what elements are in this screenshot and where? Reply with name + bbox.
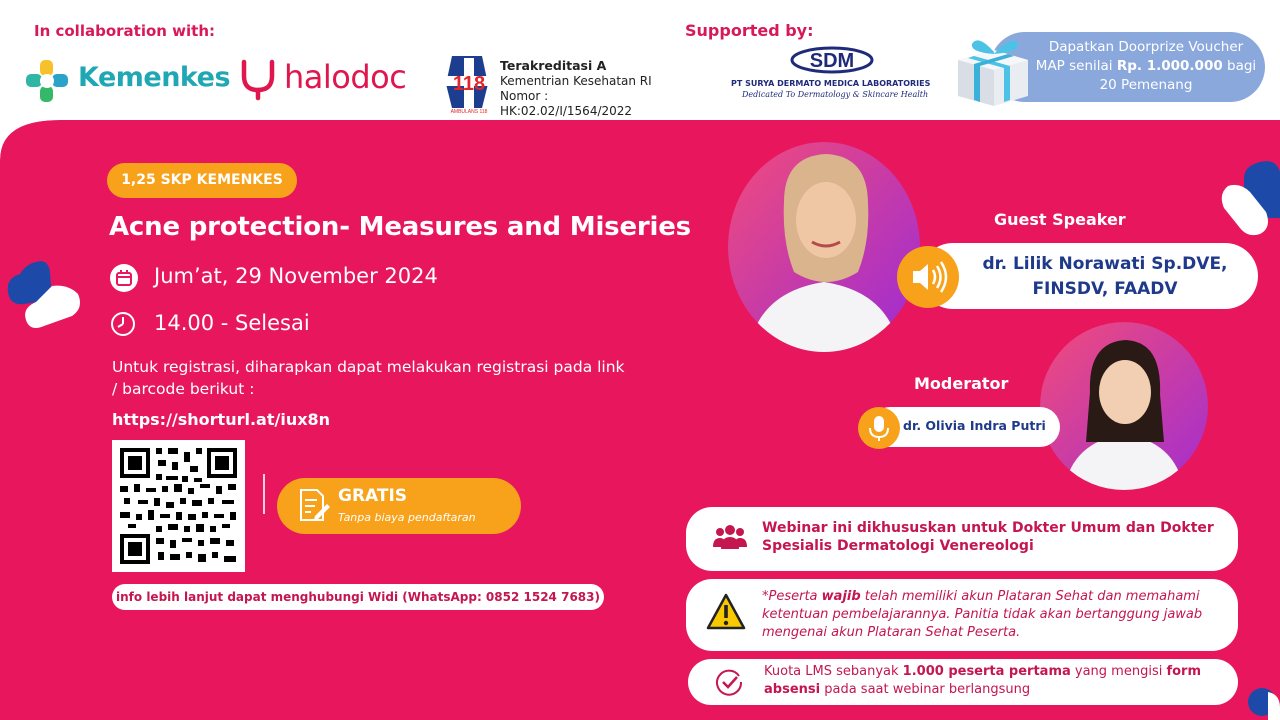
contact-info: info lebih lanjut dapat menghubungi Widi (WhatsApp: 0852 1524 7683) bbox=[112, 584, 604, 610]
audience-info-bold: Dokter Umum dan Dokter Spesialis Dermatologi Venereologi bbox=[762, 520, 1214, 554]
gratis-title: GRATIS bbox=[338, 486, 408, 506]
halodoc-stethoscope-icon bbox=[238, 58, 282, 102]
gratis-badge bbox=[277, 478, 521, 534]
event-time: 14.00 - Selesai bbox=[154, 311, 310, 335]
accreditation-ministry: Kementrian Kesehatan RI bbox=[500, 74, 652, 88]
registration-instructions: Untuk registrasi, diharapkan dapat melakukan registrasi pada link / barcode berikut : bbox=[112, 358, 625, 398]
quota-text bbox=[764, 663, 1234, 699]
doorprize-line2-prefix: MAP senilai bbox=[1035, 58, 1117, 74]
registration-qr-code[interactable] bbox=[112, 440, 245, 572]
guest-speaker-label: Guest Speaker bbox=[994, 210, 1126, 229]
collaboration-label: In collaboration with: bbox=[34, 22, 216, 40]
gratis-subtitle: Tanpa biaya pendaftaran bbox=[338, 511, 476, 524]
quota-bold-participants: 1.000 peserta pertama bbox=[902, 664, 1071, 679]
audience-info-text bbox=[762, 519, 1232, 555]
guest-name-line1: dr. Lilik Norawati Sp.DVE, bbox=[982, 254, 1228, 274]
doorprize-line2-suffix: bagi bbox=[1222, 58, 1257, 74]
decor-pill-right-icon bbox=[1220, 158, 1280, 248]
requirement-suffix: telah memiliki akun Plataran Sehat dan memahami ketentuan pembelajarannya. Panitia tidak akan bertanggung jawab mengenai akun Plataran Sehat Peserta. bbox=[762, 589, 1203, 640]
quota-prefix: Kuota LMS sebanyak bbox=[764, 664, 903, 679]
doorprize-line1: Dapatkan Doorprize Voucher bbox=[1048, 39, 1244, 55]
doorprize-line3: 20 Pemenang bbox=[1099, 77, 1193, 93]
quota-card bbox=[688, 659, 1238, 705]
halodoc-logo bbox=[238, 58, 418, 104]
guest-speaker-photo bbox=[728, 142, 920, 352]
kemenkes-logo bbox=[24, 58, 231, 104]
checkmark-circle-icon bbox=[714, 667, 744, 697]
accreditation-title: Terakreditasi A bbox=[500, 58, 607, 73]
svg-text:AMBULANS 118: AMBULANS 118 bbox=[450, 109, 488, 114]
svg-text:118: 118 bbox=[452, 73, 486, 95]
quota-suffix: pada saat webinar berlangsung bbox=[820, 682, 1031, 697]
clock-icon bbox=[110, 311, 136, 337]
document-edit-icon bbox=[293, 486, 333, 526]
moderator-label: Moderator bbox=[914, 374, 1009, 393]
gift-box-icon bbox=[950, 30, 1032, 110]
users-icon bbox=[712, 523, 748, 553]
moderator-photo bbox=[1040, 322, 1208, 490]
warning-icon bbox=[706, 593, 746, 631]
speaker-icon bbox=[897, 246, 959, 308]
sdm-logo bbox=[728, 46, 938, 106]
ambulans-118-logo-icon bbox=[442, 54, 496, 114]
doorprize-text bbox=[1030, 38, 1262, 95]
calendar-icon bbox=[110, 264, 138, 292]
kemenkes-mark-icon bbox=[24, 58, 70, 104]
sdm-tagline: Dedicated To Dermatology & Skincare Health bbox=[742, 90, 929, 99]
qr-divider bbox=[263, 474, 265, 514]
requirement-prefix: *Peserta bbox=[762, 589, 822, 604]
moderator-name: dr. Olivia Indra Putri bbox=[903, 418, 1046, 433]
audience-info-card bbox=[686, 507, 1238, 571]
audience-info-prefix: Webinar ini dikhususkan untuk bbox=[762, 520, 1012, 536]
requirement-bold: wajib bbox=[821, 589, 861, 604]
svg-text:SDM: SDM bbox=[809, 50, 855, 72]
doorprize-amount: Rp. 1.000.000 bbox=[1116, 58, 1223, 74]
event-date: Jum’at, 29 November 2024 bbox=[154, 264, 438, 288]
supported-by-label: Supported by: bbox=[685, 21, 814, 40]
accreditation-block bbox=[442, 54, 682, 118]
quota-bold-form: form absensi bbox=[764, 664, 1202, 697]
skp-badge: 1,25 SKP KEMENKES bbox=[107, 163, 297, 198]
event-title: Acne protection- Measures and Miseries bbox=[109, 212, 691, 242]
microphone-icon-circle bbox=[858, 407, 900, 449]
accreditation-number: Nomor : HK:02.02/I/1564/2022 bbox=[500, 89, 633, 118]
speaker-icon-circle bbox=[897, 246, 959, 308]
decor-pill-left-icon bbox=[6, 258, 82, 332]
accreditation-text bbox=[500, 58, 682, 119]
quota-mid: yang mengisi bbox=[1070, 664, 1167, 679]
microphone-icon bbox=[858, 407, 900, 449]
kemenkes-name: Kemenkes bbox=[78, 62, 231, 93]
requirement-card bbox=[686, 579, 1238, 651]
decor-pill-bottom-icon bbox=[1244, 684, 1280, 720]
requirement-text bbox=[762, 588, 1232, 642]
sdm-company-name: PT SURYA DERMATO MEDICA LABORATORIES bbox=[731, 79, 931, 88]
guest-name-line2: FINSDV, FAADV bbox=[1032, 279, 1178, 299]
sdm-mark-icon bbox=[728, 46, 938, 78]
guest-speaker-name bbox=[940, 252, 1270, 302]
registration-link[interactable]: https://shorturl.at/iux8n bbox=[112, 410, 331, 429]
halodoc-name: halodoc bbox=[284, 58, 407, 96]
